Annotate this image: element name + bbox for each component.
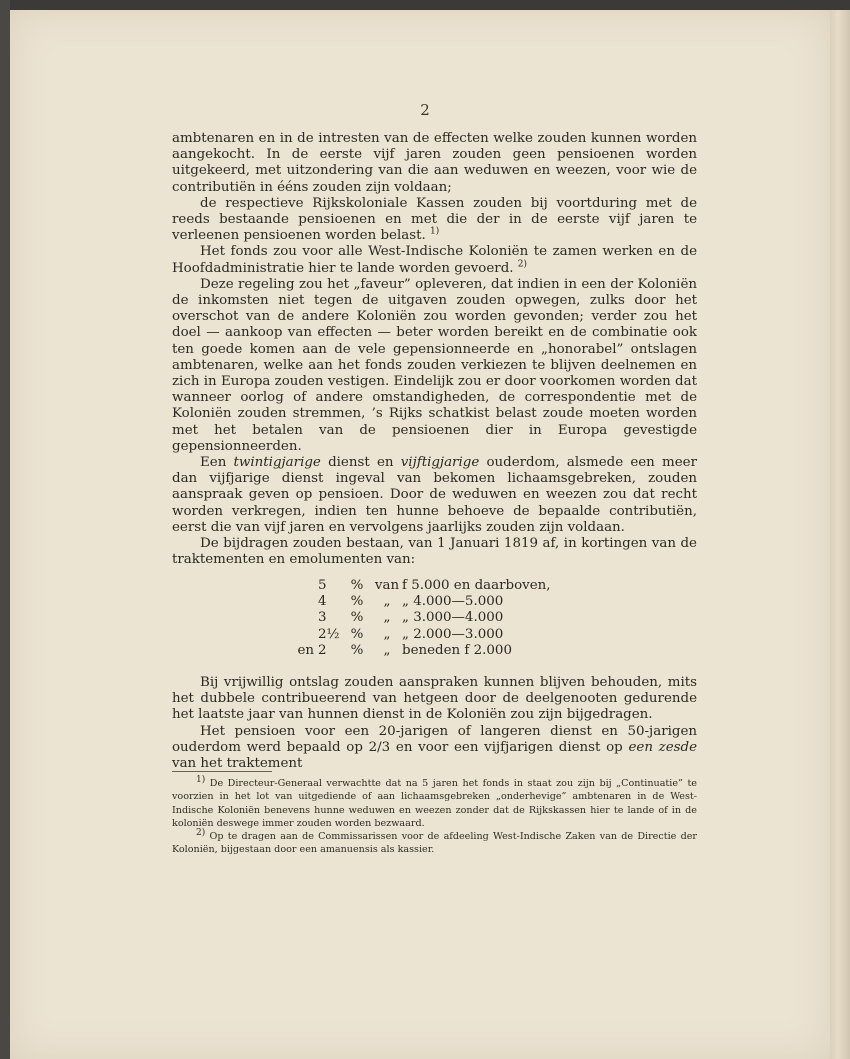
rate-value: 4 [318, 594, 327, 610]
footnote-1 [172, 774, 697, 830]
paragraph-5-part-a: Een [200, 455, 227, 471]
rate-prefix [290, 610, 314, 626]
paragraph-5-part-c: ouderdom, alsmede een meer dan vijfjarige dienst ingeval van bekomen lichaamsgebreken, zouden aanspraak geven op pensioen. Door de weduwen en weezen zou dat recht worden verkregen, indien ten hunne behoeve de bepaalde contributiën, eerst die van vijf jaren en vervolgens jaarlijks zouden zijn voldaan. [172, 455, 697, 535]
fraction-two-thirds: 2/3 [368, 739, 391, 755]
paragraph-6: De bijdragen zouden bestaan, van 1 Januari 1819 af, in kortingen van de traktementen en emolumenten van: [172, 536, 697, 568]
footnotes [172, 774, 697, 857]
rate-range: „ 3.000—4.000 [402, 610, 504, 626]
rate-range: beneden f 2.000 [402, 642, 512, 658]
rate-range: f 5.000 en daarboven, [402, 578, 551, 593]
footnote-2-mark: 2) [196, 828, 206, 838]
paragraph-3-text: Het fonds zou voor alle West-Indische Koloniën te zamen werken en de Hoofdadministratie hier te lande worden gevoerd. [172, 244, 697, 276]
rate-row [290, 627, 590, 643]
paragraph-5 [172, 455, 697, 536]
footnote-2-text: Op te dragen aan de Commissarissen voor de afdeeling West-Indische Zaken van de Directie der Koloniën, bijgestaan door een amanuensis als kassier. [172, 831, 697, 856]
footnote-2 [172, 830, 697, 857]
contribution-rates-table [290, 578, 590, 659]
paragraph-8-part-a: Het pensioen voor een 20-jarigen of langeren dienst en 50-jarigen ouderdom werd bepaald op [172, 723, 697, 755]
paragraph-8 [172, 724, 697, 773]
paragraph-5-emphasis-2: vijftigjarige [400, 455, 480, 471]
rate-range: „ 4.000—5.000 [402, 594, 504, 610]
paragraph-8-part-c: van het traktement [172, 756, 303, 772]
rate-row [290, 643, 590, 659]
main-text [172, 131, 697, 568]
paragraph-8-part-b: en voor een vijfjarigen dienst op [395, 739, 623, 755]
paragraph-4: Deze regeling zou het „faveur” opleveren, dat indien in een der Koloniën de inkomsten niet tegen de uitgaven zouden opwegen, zulks door het overschot van de andere Koloniën zou worden gevonden; verder zou het doel — aankoop van effecten — beter worden bereikt en de combinatie ook ten goede komen aan de vele gepensionneerde en „honorabel” ontslagen ambtenaren, welke aan het fonds zouden verkiezen te blijven deelnemen en zich in Europa zouden vestigen. Eindelijk zou er door voorkomen worden dat wanneer oorlog of andere omstandigheden, de correspondentie met de Koloniën zouden stremmen, ’s Rijks schatkist belast zoude moeten worden met het betalen van de pensioenen dier in Europa gevestigde gepensionneerden. [172, 276, 697, 454]
paragraph-2-text: de respectieve Rijkskoloniale Kassen zouden bij voortduring met de reeds bestaande pensioenen en met die der in de eerste vijf jaren te verleenen pensioenen worden belast. [172, 195, 697, 244]
rate-percent: % [350, 578, 364, 593]
rate-value: 5 [318, 578, 327, 593]
rate-range: „ 2.000—3.000 [402, 626, 504, 642]
paragraph-1: ambtenaren en in de intresten van de effecten welke zouden kunnen worden aangekocht. In de eerste vijf jaren zouden geen pensioenen worden uitgekeerd, met uitzondering van die aan weduwen en weezen, voor wie de contributiën in ééns zouden zijn voldaan; [172, 131, 697, 195]
rate-value: 2 [318, 642, 327, 658]
rate-qualifier: „ [383, 642, 391, 658]
rate-value: 3 [318, 610, 327, 626]
footnote-1-text: De Directeur-Generaal verwachtte dat na 5 jaren het fonds in staat zou zijn bij „Continuatie” te voorzien in het lot van uitgediende of aan lichaamsgebreken „onderhevige” ambtenaren in de West-Indische Koloniën benevens hunne weduwen en weezen zonder dat de Rijkskassen hier te lande of in de koloniën deswege immer zouden worden bezwaard. [172, 778, 697, 829]
scan-background-left [0, 0, 10, 1059]
footnote-ref-1: 1) [429, 226, 440, 237]
paragraph-5-part-b: dienst en [328, 455, 394, 471]
rate-qualifier: „ [383, 594, 391, 610]
page-number: 2 [420, 101, 430, 119]
rate-percent: % [350, 626, 364, 642]
rate-percent: % [350, 610, 364, 626]
rate-row [290, 578, 590, 594]
rate-prefix [290, 627, 314, 643]
footnote-ref-2: 2) [517, 259, 528, 270]
rate-prefix: en [297, 642, 314, 658]
rate-percent: % [350, 642, 364, 658]
rate-value: 2½ [318, 626, 340, 642]
rate-prefix [290, 594, 314, 610]
footnote-divider [172, 771, 272, 772]
footnote-1-mark: 1) [196, 774, 206, 785]
rate-row [290, 594, 590, 610]
rate-qualifier: „ [383, 626, 391, 642]
paragraph-7: Bij vrijwillig ontslag zouden aanspraken kunnen blijven behouden, mits het dubbele contribueerend van hetgeen door de deelgenooten gedurende het laatste jaar van hunnen dienst in de Koloniën zou zijn bijgedragen. [172, 675, 697, 723]
rate-prefix [290, 578, 314, 594]
rate-qualifier: „ [383, 610, 391, 626]
paragraph-5-emphasis-1: twintigjarige [233, 455, 321, 471]
rate-qualifier: van [374, 578, 400, 593]
rate-row [290, 610, 590, 626]
paragraph-2 [172, 196, 697, 245]
closing-text [172, 675, 697, 772]
paragraph-8-emphasis: een zesde [628, 739, 697, 755]
paragraph-3 [172, 244, 697, 276]
page-edge [830, 10, 850, 1059]
rate-percent: % [350, 594, 364, 610]
